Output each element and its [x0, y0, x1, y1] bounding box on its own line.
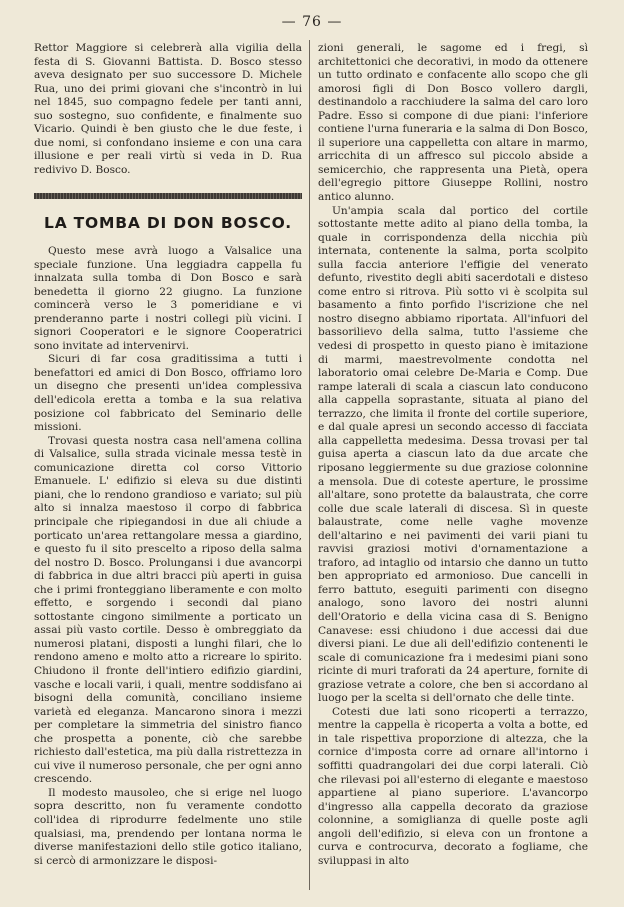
body-paragraph: Un'ampia scala dal portico del cortile sottostante mette adito al piano della tomba, la quale in corrispondenza della nicchia più internata, contenente la salma, porta scolpito sulla faccia anteriore l'effigie del venerato defunto, rivestito degli abiti sacerdotali e disteso come entro si ritrova. Più sotto vi è scolpita sul basamento a finto porfido l'iscrizione che nel nostro disegno abbiamo riportata. All'infuori del bassorilievo della salma, tutto l'assieme che vedesi di prospetto in questo piano è imitazione di marmi, maestrevolmente condotta nel laboratorio omai celebre De-Maria e Comp. Due rampe laterali di scala a ciascun lato conducono alla cappella soprastante, situata al piano del terrazzo, che limita il fronte del cortile superiore, e dal quale apresi un secondo accesso di facciata alla cappelletta medesima. Dessa trovasi per tal guisa aperta a ciascun lato da due arcate che riposano leggiermente su due graziose colonnine a mensola. Due di coteste aperture, le prossime all'altare, sono protette da balaustrata, che corre colle due scale laterali di discesa. Sì in queste balaustrate, come nelle vaghe movenze dell'altarino e nei pavimenti dei varii piani tu ravvisi graziosi motivi d'ornamentazione a traforo, ad intaglio od intarsio che danno un tutto ben appropriato ed armonioso. Due cancelli in ferro battuto, eseguiti parimenti con disegno analogo, sono lavoro dei nostri alunni dell'Oratorio e della vicina casa di S. Benigno Canavese: essi chiudono i due accessi dai due diversi piani. Le due ali dell'edifizio contenenti le scale di comunicazione fra i medesimi piani sono ricinte di muri traforati da 24 aperture, fornite di graziose vetrate a colore, che ben si accordano al luogo per la scelta si dell'ornato che delle tinte. [318, 204, 588, 705]
section-divider [34, 193, 302, 199]
body-paragraph: Cotesti due lati sono ricoperti a terrazzo, mentre la cappella è ricoperta a volta a botte, ed in tale rispettiva proporzione di altezza, che la cornice d'imposta corre ad ornare all'intorno i soffitti quadrangolari dei due corpi laterali. Ciò che rilevasi poi all'esterno di elegante e maestoso appartiene al piano superiore. L'avancorpo d'ingresso alla cappella decorato da graziose colonnine, a somiglianza di quelle poste agli angoli dell'edifizio, si eleva con un frontone a curva e controcurva, decorato a fogliame, che sviluppasi in alto [318, 705, 588, 867]
column-rule [309, 40, 310, 890]
intro-paragraph: Rettor Maggiore si celebrerà alla vigilia della festa di S. Giovanni Battista. D. Bosco stesso aveva designato per suo successore D. Michele Rua, uno dei primi giovani che s'incontrò in lui nel 1845, suo compagno fedele per tanti anni, suo sostegno, suo confidente, e finalmente suo Vicario. Quindi è ben giusto che le due feste, i due nomi, si confondano insieme e con una cara illusione e per reali virtù si veda in D. Rua redivivo D. Bosco. [34, 42, 302, 176]
body-paragraph: Sicuri di far cosa graditissima a tutti i benefattori ed amici di Don Bosco, offriamo loro un disegno che presenti un'idea complessiva dell'edicola eretta a tomba e la sua relativa posizione col fabbricato del Seminario delle missioni. [34, 353, 302, 434]
page-number: — 76 — [281, 14, 343, 30]
body-paragraph: zioni generali, le sagome ed i fregi, sì architettonici che decorativi, in modo da ottenere un tutto ordinato e confacente allo scopo che gli amorosi figli di Don Bosco vollero dargli, destinandolo a racchiudere la salma del caro loro Padre. Esso si compone di due piani: l'inferiore contiene l'urna funeraria e la salma di Don Bosco, il superiore una cappelletta con altare in marmo, arricchita di un affresco sul piccolo abside a semicerchio, che rappresenta una Pietà, opera dell'egregio pittore Giuseppe Rollini, nostro antico alunno. [318, 42, 588, 204]
article-title: LA TOMBA DI DON BOSCO. [44, 214, 292, 233]
right-column [318, 42, 588, 868]
body-paragraph: Il modesto mausoleo, che si erige nel luogo sopra descritto, non fu veramente condotto coll'idea di riprodurre fedelmente uno stile qualsiasi, ma, prendendo per lontana norma le diverse manifestazioni dello stile gotico italiano, si cercò di armonizzare le disposi- [34, 786, 302, 867]
left-column [34, 42, 302, 868]
body-paragraph: Trovasi questa nostra casa nell'amena collina di Valsalice, sulla strada vicinale messa testè in comunicazione diretta col corso Vittorio Emanuele. L' edifizio si eleva su due distinti piani, che lo rendono grandioso e variato; sul più alto si innalza maestoso il corpo di fabbrica principale che ripiegandosi in due ali chiude a porticato un'area rettangolare messa a giardino, e questo fu il sito prescelto a riposo della salma del nostro D. Bosco. Prolungansi i due avancorpi di fabbrica in due altri bracci più aperti in guisa che i primi fronteggiano liberamente e con molto effetto, e sorgendo i secondi dal piano sottostante cingono similmente a porticato un assai più vasto cortile. Desso è ombreggiato da numerosi platani, disposti a lunghi filari, che lo rendono ameno e molto atto a ricreare lo spirito. Chiudono il fronte dell'intiero edifizio giardini, vasche e locali varii, i quali, mentre soddisfano ai bisogni della comunità, conciliano insieme varietà ed eleganza. Mancarono sinora i mezzi per completare la simmetria del sinistro fianco che prospetta a ponente, ciò che sarebbe richiesto dall'estetica, ma più dalla ristrettezza in cui vive il numeroso personale, che per ogni anno crescendo. [34, 434, 302, 786]
body-paragraph: Questo mese avrà luogo a Valsalice una speciale funzione. Una leggiadra cappella fu innalzata sulla tomba di Don Bosco e sarà benedetta il giorno 22 giugno. La funzione comincerà verso le 3 pomeridiane e vi prenderanno parte i nostri collegi più vicini. I signori Cooperatori e le signore Cooperatrici sono invitate ad intervenirvi. [34, 245, 302, 352]
